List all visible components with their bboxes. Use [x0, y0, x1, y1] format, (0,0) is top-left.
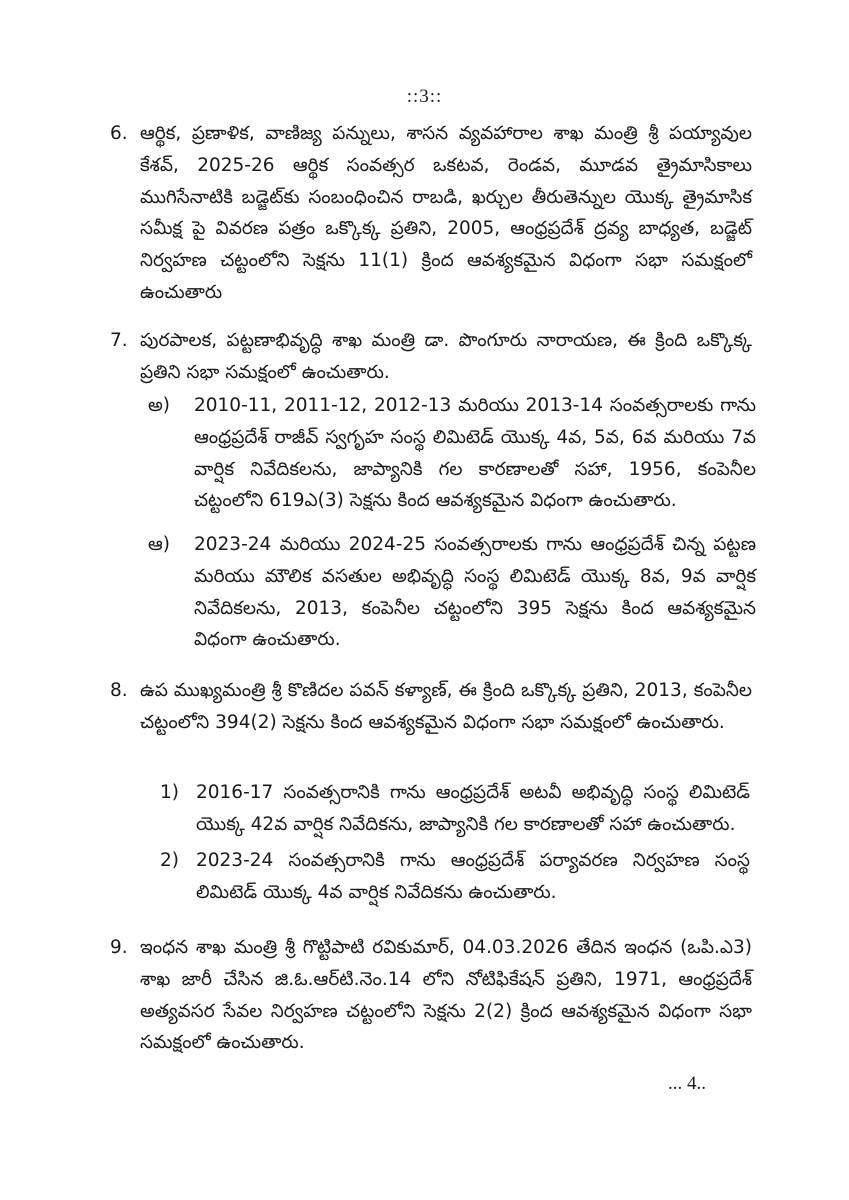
- item-7: [110, 325, 752, 389]
- item-6: [110, 118, 752, 309]
- item-text: ఉప ముఖ్యమంత్రి శ్రీ కొణిదల పవన్ కళ్యాణ్, ఈ క్రింది ఒక్కొక్క ప్రతిని, 2013, కంపెనీల చట్టంలోని 394(2) సెక్షను కింద ఆవశ్యకమైన విధంగా సభా సమక్షంలో ఉంచుతారు.: [140, 680, 752, 733]
- item-number: 9.: [110, 937, 128, 958]
- subitem-number: ఆ): [148, 534, 170, 555]
- continuation-marker: ... 4..: [668, 1073, 706, 1094]
- subitem-number: అ): [148, 395, 171, 416]
- item-text: ఆర్థిక, ప్రణాళిక, వాణిజ్య పన్నులు, శాసన వ్యవహారాల శాఖ మంత్రి శ్రీ పయ్యావుల కేశవ్, 2025-26 ఆర్థిక సంవత్సర ఒకటవ, రెండవ, మూడవ త్రైమాసికాలు ముగిసేనాటికి బడ్జెట్‌కు సంబంధించిన రాబడి, ఖర్చుల తీరుతెన్నుల యొక్క త్రైమాసిక సమీక్ష పై వివరణ పత్రం ఒక్కొక్క ప్రతిని, 2005, ఆంధ్రప్రదేశ్ ద్రవ్య బాధ్యత, బడ్జెట్ నిర్వహణ చట్టంలోని సెక్షను 11(1) క్రింద ఆవశ్యకమైన విధంగా సభా సమక్షంలో ఉంచుతారు: [140, 123, 752, 303]
- item-number: 6.: [110, 123, 128, 144]
- subitem-text: 2023-24 మరియు 2024-25 సంవత్సరాలకు గాను ఆంధ్రప్రదేశ్ చిన్న పట్టణ మరియు మౌలిక వసతుల అభివృద్ధి సంస్థ లిమిటెడ్ యొక్క 8వ, 9వ వార్షిక నివేదికలను, 2013, కంపెనీల చట్టంలోని 395 సెక్షను కింద ఆవశ్యకమైన విధంగా ఉంచుతారు.: [194, 534, 756, 651]
- subitem-number: 1): [160, 782, 179, 803]
- item-text: పురపాలక, పట్టణాభివృద్ధి శాఖ మంత్రి డా. పొంగూరు నారాయణ, ఈ క్రింది ఒక్కొక్క ప్రతిని సభా సమక్షంలో ఉంచుతారు.: [140, 330, 752, 383]
- item-9: [110, 932, 752, 1059]
- page-number: ::3::: [406, 86, 443, 107]
- item-8: [110, 675, 752, 739]
- subitem-text: 2016-17 సంవత్సరానికి గాను ఆంధ్రప్రదేశ్ అటవీ అభివృద్ధి సంస్థ లిమిటెడ్ యొక్క 42వ వార్షిక నివేదికను, జాప్యానికి గల కారణాలతో సహా ఉంచుతారు.: [196, 782, 750, 835]
- subitem-text: 2010-11, 2011-12, 2012-13 మరియు 2013-14 సంవత్సరాలకు గాను ఆంధ్రప్రదేశ్ రాజీవ్ స్వగృహ సంస్థ లిమిటెడ్ యొక్క 4వ, 5వ, 6వ మరియు 7వ వార్షిక నివేదికలను, జాప్యానికి గల కారణాలతో సహా, 1956, కంపెనీల చట్టంలోని 619ఎ(3) సెక్షను కింద ఆవశ్యకమైన విధంగా ఉంచుతారు.: [194, 395, 756, 512]
- item-number: 8.: [110, 680, 128, 701]
- item-number: 7.: [110, 330, 128, 351]
- item-text: ఇంధన శాఖ మంత్రి శ్రీ గొట్టిపాటి రవికుమార్, 04.03.2026 తేదిన ఇంధన (ఒపి.ఎ3) శాఖ జారీ చేసిన జి.ఓ.ఆర్‌టి.నెం.14 లోని నోటిఫికేషన్ ప్రతిని, 1971, ఆంధ్రప్రదేశ్ అత్యవసర సేవల నిర్వహణ చట్టంలోని సెక్షను 2(2) క్రింద ఆవశ్యకమైన విధంగా సభా సమక్షంలో ఉంచుతారు.: [140, 937, 752, 1054]
- subitem-8-1: [160, 777, 750, 841]
- subitem-number: 2): [160, 850, 179, 871]
- subitem-8-2: [160, 845, 750, 909]
- subitem-7-aa: [148, 529, 756, 656]
- subitem-7-a: [148, 390, 756, 517]
- subitem-text: 2023-24 సంవత్సరానికి గాను ఆంధ్రప్రదేశ్ పర్యావరణ నిర్వహణ సంస్థ లిమిటెడ్ యొక్క 4వ వార్షిక నివేదికను ఉంచుతారు.: [196, 850, 750, 903]
